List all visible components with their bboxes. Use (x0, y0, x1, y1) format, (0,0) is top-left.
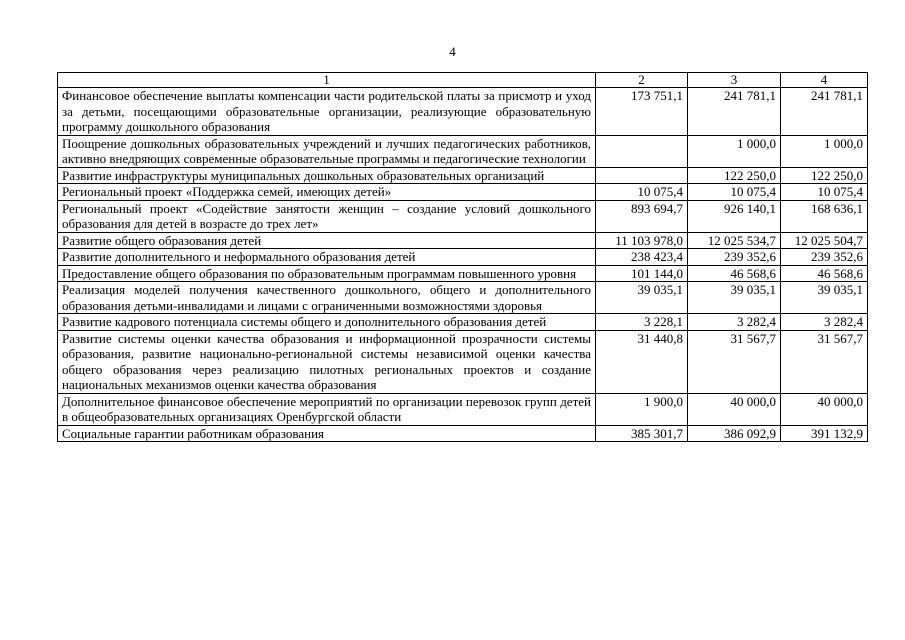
row-value-3: 40 000,0 (688, 393, 781, 425)
column-header-4: 4 (781, 73, 868, 88)
row-name: Региональный проект «Поддержка семей, имеющих детей» (58, 184, 596, 201)
row-value-4: 239 352,6 (781, 249, 868, 266)
row-value-3: 46 568,6 (688, 265, 781, 282)
row-value-4: 46 568,6 (781, 265, 868, 282)
row-value-2: 173 751,1 (596, 88, 688, 136)
row-name: Развитие инфраструктуры муниципальных дошкольных образовательных организаций (58, 167, 596, 184)
row-value-4: 40 000,0 (781, 393, 868, 425)
row-name: Развитие дополнительного и неформального образования детей (58, 249, 596, 266)
table-row (58, 232, 868, 249)
row-value-3: 122 250,0 (688, 167, 781, 184)
row-value-2: 385 301,7 (596, 425, 688, 442)
table-row (58, 249, 868, 266)
row-value-3: 31 567,7 (688, 330, 781, 393)
budget-table (57, 72, 868, 442)
row-value-3: 3 282,4 (688, 314, 781, 331)
column-header-2: 2 (596, 73, 688, 88)
row-name: Развитие общего образования детей (58, 232, 596, 249)
row-value-2 (596, 135, 688, 167)
row-name: Региональный проект «Содействие занятости женщин – создание условий дошкольного образования для детей в возрасте до трех лет» (58, 200, 596, 232)
page-number: 4 (449, 44, 456, 59)
row-value-4: 391 132,9 (781, 425, 868, 442)
column-header-3: 3 (688, 73, 781, 88)
table-row (58, 88, 868, 136)
table-row (58, 330, 868, 393)
table-row (58, 200, 868, 232)
row-value-2: 31 440,8 (596, 330, 688, 393)
row-value-3: 239 352,6 (688, 249, 781, 266)
table-row (58, 167, 868, 184)
row-value-2: 893 694,7 (596, 200, 688, 232)
row-value-2: 238 423,4 (596, 249, 688, 266)
row-value-4: 12 025 504,7 (781, 232, 868, 249)
row-name: Предоставление общего образования по образовательным программам повышенного уровня (58, 265, 596, 282)
row-value-2: 101 144,0 (596, 265, 688, 282)
row-value-3: 241 781,1 (688, 88, 781, 136)
column-header-1: 1 (58, 73, 596, 88)
row-value-2: 11 103 978,0 (596, 232, 688, 249)
row-name: Реализация моделей получения качественного дошкольного, общего и дополнительного образования детьми-инвалидами и лицами с ограниченными возможностями здоровья (58, 282, 596, 314)
row-name: Социальные гарантии работникам образования (58, 425, 596, 442)
table-row (58, 393, 868, 425)
row-value-2: 3 228,1 (596, 314, 688, 331)
row-value-3: 386 092,9 (688, 425, 781, 442)
row-value-4: 31 567,7 (781, 330, 868, 393)
row-value-3: 926 140,1 (688, 200, 781, 232)
table-row (58, 265, 868, 282)
table-row (58, 135, 868, 167)
row-value-4: 241 781,1 (781, 88, 868, 136)
row-value-4: 1 000,0 (781, 135, 868, 167)
row-value-2 (596, 167, 688, 184)
row-value-3: 1 000,0 (688, 135, 781, 167)
row-value-4: 39 035,1 (781, 282, 868, 314)
row-value-3: 12 025 534,7 (688, 232, 781, 249)
row-value-4: 3 282,4 (781, 314, 868, 331)
row-name: Развитие кадрового потенциала системы общего и дополнительного образования детей (58, 314, 596, 331)
table-row (58, 425, 868, 442)
row-name: Дополнительное финансовое обеспечение мероприятий по организации перевозок групп детей в общеобразовательных организациях Оренбургской области (58, 393, 596, 425)
table-row (58, 314, 868, 331)
row-value-3: 39 035,1 (688, 282, 781, 314)
row-value-4: 10 075,4 (781, 184, 868, 201)
row-name: Поощрение дошкольных образовательных учреждений и лучших педагогических работников, активно внедряющих современные образовательные программы и педагогические технологии (58, 135, 596, 167)
table-row (58, 282, 868, 314)
row-value-2: 10 075,4 (596, 184, 688, 201)
table-row (58, 184, 868, 201)
row-name: Финансовое обеспечение выплаты компенсации части родительской платы за присмотр и уход за детьми, посещающими образовательные организации, реализующие образовательную программу дошкольного образования (58, 88, 596, 136)
table-header-row (58, 73, 868, 88)
row-value-2: 39 035,1 (596, 282, 688, 314)
row-value-2: 1 900,0 (596, 393, 688, 425)
row-value-3: 10 075,4 (688, 184, 781, 201)
row-value-4: 168 636,1 (781, 200, 868, 232)
row-name: Развитие системы оценки качества образования и информационной прозрачности системы образования, развитие национально-региональной системы независимой оценки качества общего образования через реализацию пилотных региональных проектов и создание национальных механизмов оценки качества образования (58, 330, 596, 393)
row-value-4: 122 250,0 (781, 167, 868, 184)
